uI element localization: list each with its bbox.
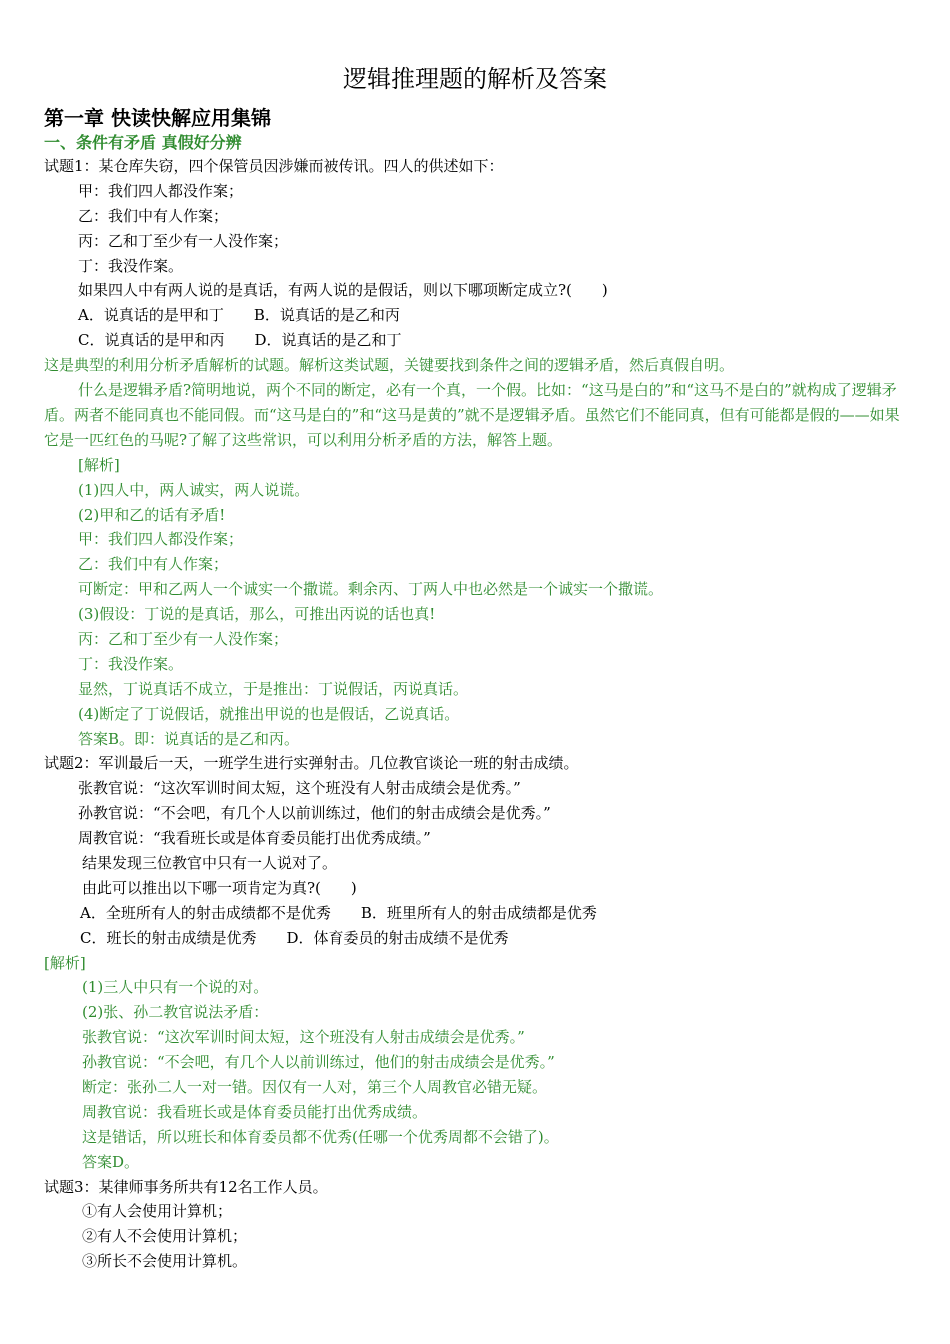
q1-option-c: C．说真话的是甲和丙: [78, 331, 225, 350]
q2-option-b: B．班里所有人的射击成绩都是优秀: [360, 903, 597, 922]
a2-heading: [解析]: [44, 953, 86, 972]
explanation-paragraph: [44, 378, 904, 453]
q1-option-d: D．说真话的是乙和丁: [254, 331, 402, 350]
q2-question: 由此可以推出以下哪一项肯定为真?( ): [82, 878, 357, 897]
q2-result: 结果发现三位教官中只有一人说对了。: [82, 853, 338, 872]
q2-option-c: C．班长的射击成绩是优秀: [80, 928, 257, 947]
a1-heading: [解析]: [78, 455, 120, 474]
a1-answer: 答案B。即：说真话的是乙和丙。: [78, 729, 300, 748]
a2-line-1: (1)三人中只有一个说的对。: [82, 978, 269, 997]
a1-line-1: (1)四人中，两人诚实，两人说谎。: [78, 480, 310, 499]
q1-question: 如果四人中有两人说的是真话，有两人说的是假话，则以下哪项断定成立?( ): [78, 281, 608, 300]
a2-line-5: 断定：张孙二人一对一错。因仅有一人对，第三个人周教官必错无疑。: [82, 1078, 548, 1096]
q1-statement-bing: 丙：乙和丁至少有一人没作案；: [78, 231, 289, 250]
a2-line-4: 孙教官说：“不会吧，有几个人以前训练过，他们的射击成绩会是优秀。”: [82, 1053, 555, 1072]
a1-line-2: (2)甲和乙的话有矛盾!: [78, 505, 226, 524]
chapter-heading: 第一章 快读快解应用集锦: [44, 106, 271, 130]
a1-line-7: 丙：乙和丁至少有一人没作案；: [78, 629, 289, 648]
q2-options-row-2: [44, 926, 904, 951]
section-heading: 一、条件有矛盾 真假好分辨: [44, 133, 242, 152]
a1-line-9: 显然，丁说真话不成立，于是推出：丁说假话，丙说真话。: [78, 679, 469, 698]
q3-stem: 试题3：某律师事务所共有12名工作人员。: [44, 1177, 328, 1196]
q1-statement-jia: 甲：我们四人都没作案；: [78, 181, 244, 200]
q1-statement-yi: 乙：我们中有人作案；: [78, 206, 229, 225]
a1-line-10: (4)断定了丁说假话，就推出甲说的也是假话，乙说真话。: [78, 704, 460, 723]
explanation-paragraph-text: 什么是逻辑矛盾?简明地说，两个不同的断定，必有一个真，一个假。比如：“这马是白的”和“这马不是白的”就构成了逻辑矛盾。两者不能同真也不能同假。而“这马是白的”和“这马是黄的”就不是逻辑矛盾。虽然它们不能同真，但有可能都是假的——如果它是一匹红色的马呢?了解了这些常识，可以利用分析矛盾的方法，解答上题。: [44, 381, 900, 449]
a2-answer: 答案D。: [82, 1152, 140, 1171]
q1-option-b: B．说真话的是乙和丙: [253, 306, 400, 325]
q2-option-a: A．全班所有人的射击成绩都不是优秀: [80, 903, 331, 922]
q3-statement-3: ③所长不会使用计算机。: [82, 1252, 248, 1271]
q1-statement-ding: 丁：我没作案。: [78, 256, 184, 275]
q1-options-row-1: [44, 303, 904, 328]
q3-statement-1: ①有人会使用计算机；: [82, 1202, 233, 1221]
document-title: 逻辑推理题的解析及答案: [343, 65, 607, 93]
q1-options-row-2: [44, 328, 904, 353]
a1-line-5: 可断定：甲和乙两人一个诚实一个撒谎。剩余丙、丁两人中也必然是一个诚实一个撒谎。: [78, 580, 664, 599]
a2-line-7: 这是错话，所以班长和体育委员都不优秀(任哪一个优秀周都不会错了)。: [82, 1127, 559, 1146]
q2-stem: 试题2：军训最后一天，一班学生进行实弹射击。几位教官谈论一班的射击成绩。: [44, 754, 579, 773]
q3-statement-2: ②有人不会使用计算机；: [82, 1227, 248, 1246]
q2-option-d: D．体育委员的射击成绩不是优秀: [286, 928, 509, 947]
a1-line-3: 甲：我们四人都没作案；: [78, 530, 244, 549]
q2-options-row-1: [44, 901, 904, 926]
q1-stem: 试题1：某仓库失窃，四个保管员因涉嫌而被传讯。四人的供述如下：: [44, 157, 504, 175]
a2-line-3: 张教官说：“这次军训时间太短，这个班没有人射击成绩会是优秀。”: [82, 1028, 525, 1047]
a1-line-4: 乙：我们中有人作案；: [78, 555, 229, 574]
q2-statement-sun: 孙教官说：“不会吧，有几个人以前训练过，他们的射击成绩会是优秀。”: [78, 804, 551, 823]
q2-statement-zhang: 张教官说：“这次军训时间太短，这个班没有人射击成绩会是优秀。”: [78, 779, 521, 798]
q1-option-a: A．说真话的是甲和丁: [78, 306, 224, 325]
explanation-intro: 这是典型的利用分析矛盾解析的试题。解析这类试题，关键要找到条件之间的逻辑矛盾，然后真假自明。: [44, 356, 735, 375]
a1-line-6: (3)假设：丁说的是真话，那么，可推出丙说的话也真!: [78, 605, 436, 624]
document-body: [44, 154, 904, 1274]
a2-line-6: 周教官说：我看班长或是体育委员能打出优秀成绩。: [82, 1102, 428, 1121]
a1-line-8: 丁：我没作案。: [78, 654, 184, 673]
a2-line-2: (2)张、孙二教官说法矛盾：: [82, 1003, 269, 1022]
q2-statement-zhou: 周教官说：“我看班长或是体育委员能打出优秀成绩。”: [78, 829, 431, 848]
